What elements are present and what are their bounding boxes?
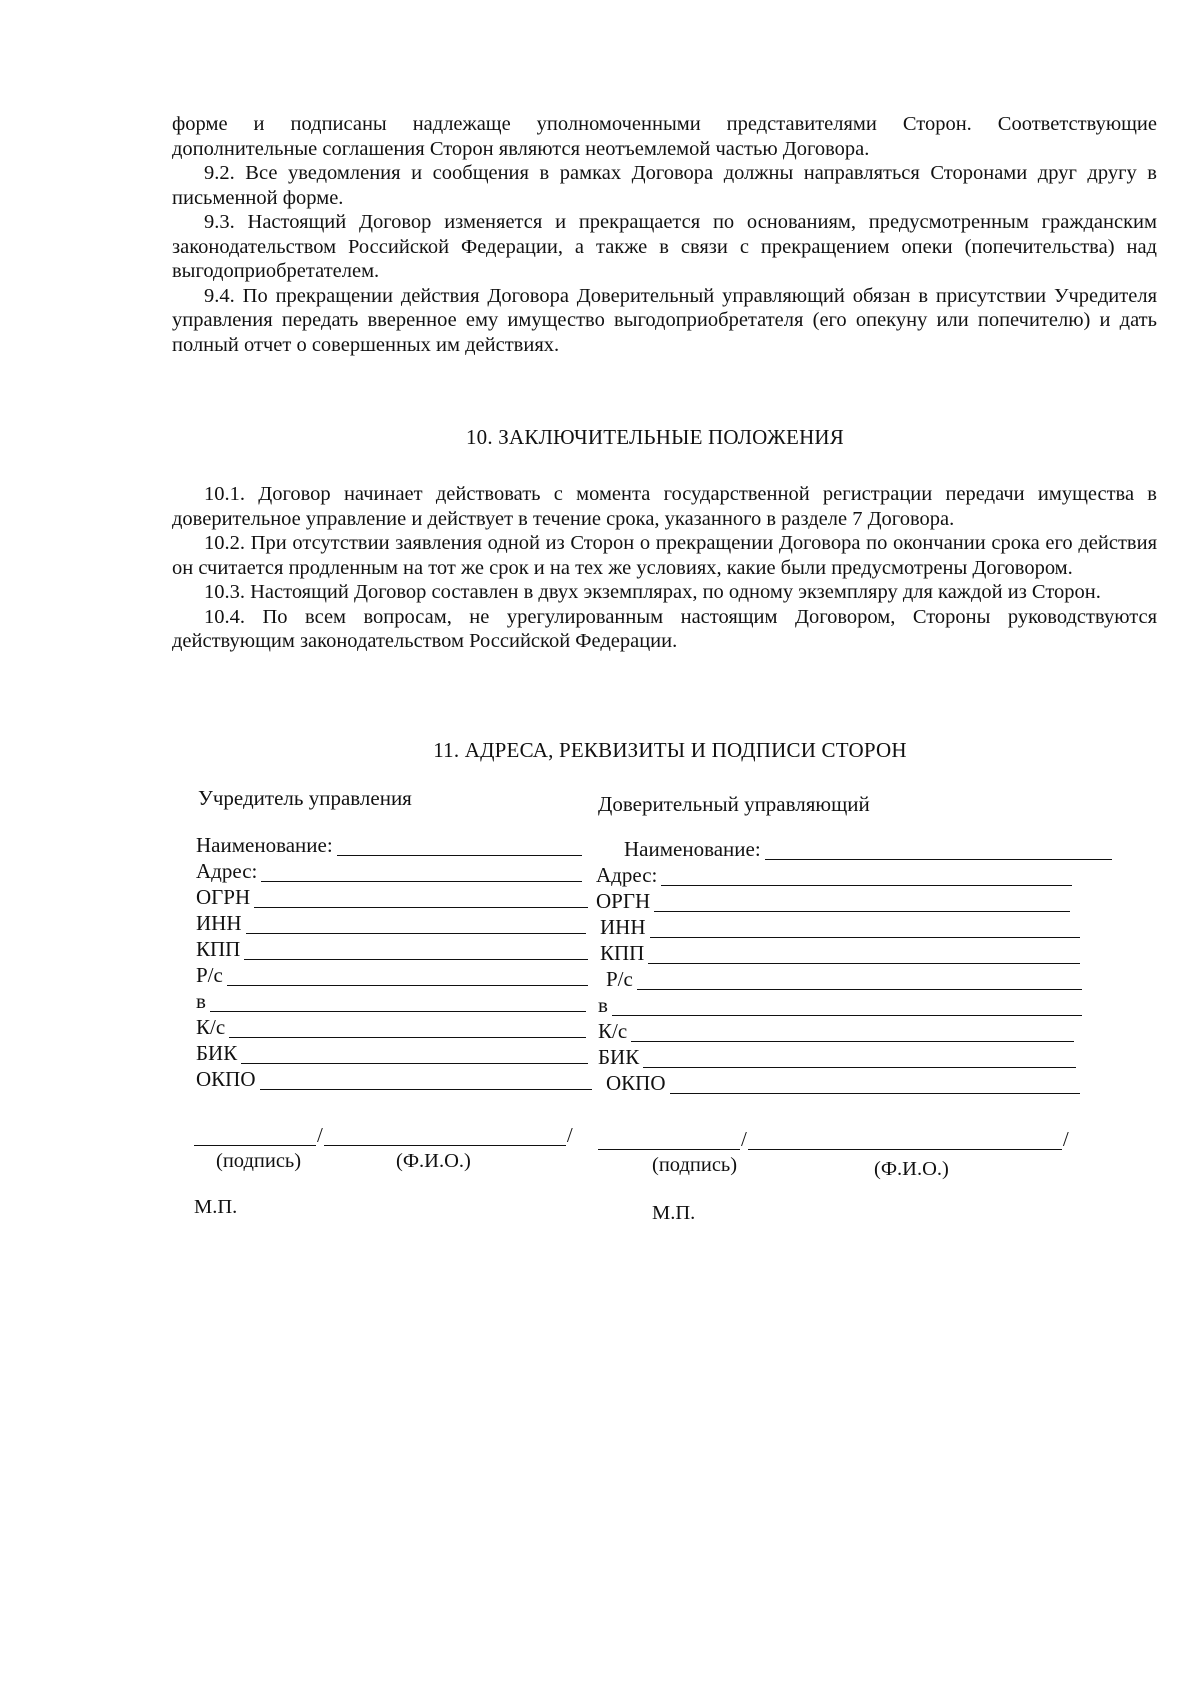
founder-signature-caption: (подпись) — [216, 1150, 302, 1172]
section-9-text — [172, 112, 1157, 357]
trustee-fio-caption: (Ф.И.О.) — [874, 1158, 949, 1180]
trustee-signature-slash: / — [741, 1127, 747, 1151]
founder-account-field — [196, 962, 588, 986]
trustee-ogrn-field — [596, 888, 1070, 912]
founder-kpp-label: КПП — [196, 937, 241, 961]
founder-corr-account-field — [196, 1014, 586, 1038]
trustee-bik-label: БИК — [598, 1045, 640, 1069]
founder-title: Учредитель управления — [198, 786, 412, 810]
founder-bank-field — [196, 988, 586, 1012]
founder-okpo-label: ОКПО — [196, 1067, 256, 1091]
trustee-name-label: Наименование: — [624, 837, 761, 861]
paragraph-9-1-continued: форме и подписаны надлежаще уполномоченными представителями Сторон. Соответствующие дополнительные соглашения Сторон являются неотъемлемой частью Договора. — [172, 113, 1157, 160]
trustee-account-label: Р/с — [606, 967, 633, 991]
founder-bik-input-line[interactable] — [241, 1045, 588, 1064]
trustee-bank-field — [598, 992, 1082, 1016]
trustee-corr-account-label: К/с — [598, 1019, 628, 1043]
founder-ogrn-label: ОГРН — [196, 885, 251, 909]
trustee-signature-caption: (подпись) — [652, 1154, 738, 1176]
founder-fio-caption: (Ф.И.О.) — [396, 1150, 471, 1172]
paragraph-9-4: 9.4. По прекращении действия Договора Доверительный управляющий обязан в присутствии Учредителя управления передать вверенное ему имущество выгодоприобретателя (его опекуну или попечителю) и дать полный отчет о совершенных им действиях. — [172, 284, 1157, 356]
trustee-inn-label: ИНН — [600, 915, 646, 939]
founder-bik-label: БИК — [196, 1041, 238, 1065]
founder-corr-account-input-line[interactable] — [229, 1019, 586, 1038]
trustee-title: Доверительный управляющий — [598, 792, 870, 816]
trustee-inn-input-line[interactable] — [650, 919, 1081, 938]
trustee-corr-account-input-line[interactable] — [631, 1023, 1074, 1042]
paragraph-10-1: 10.1. Договор начинает действовать с момента государственной регистрации передачи имущества в доверительное управление и действует в течение срока, указанного в разделе 7 Договора. — [172, 483, 1157, 530]
trustee-corr-account-field — [598, 1018, 1074, 1042]
trustee-kpp-field — [600, 940, 1080, 964]
trustee-seal-mark: М.П. — [652, 1202, 696, 1224]
section-11-heading: 11. АДРЕСА, РЕКВИЗИТЫ И ПОДПИСИ СТОРОН — [433, 738, 907, 762]
section-10-heading: 10. ЗАКЛЮЧИТЕЛЬНЫЕ ПОЛОЖЕНИЯ — [465, 425, 845, 449]
trustee-kpp-label: КПП — [600, 941, 645, 965]
founder-bank-label: в — [196, 989, 206, 1013]
trustee-fio-slash: / — [1062, 1127, 1069, 1151]
founder-fio-slash: / — [566, 1123, 573, 1147]
founder-seal-mark: М.П. — [194, 1196, 238, 1218]
founder-signature-slash: / — [317, 1123, 323, 1147]
founder-ogrn-field — [196, 884, 588, 908]
paragraph-10-3: 10.3. Настоящий Договор составлен в двух экземплярах, по одному экземпляру для каждой из Сторон. — [204, 581, 1101, 603]
paragraph-9-3: 9.3. Настоящий Договор изменяется и прекращается по основаниям, предусмотренным гражданским законодательством Российской Федерации, а также в связи с прекращением опеки (попечительства) над выгодоприобретателем. — [172, 211, 1157, 282]
trustee-name-input-line[interactable] — [765, 841, 1112, 860]
trustee-okpo-field — [606, 1070, 1080, 1094]
trustee-okpo-input-line[interactable] — [670, 1075, 1080, 1094]
trustee-address-input-line[interactable] — [661, 867, 1072, 886]
founder-name-field — [196, 832, 582, 856]
trustee-name-field — [624, 836, 1112, 860]
trustee-bik-input-line[interactable] — [643, 1049, 1076, 1068]
founder-account-label: Р/с — [196, 963, 223, 987]
section-10-text — [172, 482, 1157, 654]
founder-account-input-line[interactable] — [227, 967, 588, 986]
trustee-fio-line[interactable] — [748, 1131, 1062, 1150]
trustee-okpo-label: ОКПО — [606, 1071, 666, 1095]
founder-address-input-line[interactable] — [261, 863, 582, 882]
founder-kpp-input-line[interactable] — [244, 941, 588, 960]
trustee-bank-input-line[interactable] — [612, 997, 1082, 1016]
trustee-ogrn-input-line[interactable] — [654, 893, 1070, 912]
founder-okpo-field — [196, 1066, 592, 1090]
trustee-bank-label: в — [598, 993, 608, 1017]
paragraph-9-2: 9.2. Все уведомления и сообщения в рамках Договора должны направляться Сторонами друг другу в письменной форме. — [172, 162, 1157, 209]
founder-inn-label: ИНН — [196, 911, 242, 935]
trustee-inn-field — [600, 914, 1080, 938]
trustee-account-field — [606, 966, 1082, 990]
founder-signature-line[interactable] — [194, 1127, 316, 1146]
founder-bank-input-line[interactable] — [210, 993, 586, 1012]
trustee-signature-line[interactable] — [598, 1131, 740, 1150]
founder-name-input-line[interactable] — [337, 837, 582, 856]
founder-fio-line[interactable] — [324, 1127, 566, 1146]
founder-corr-account-label: К/с — [196, 1015, 226, 1039]
trustee-address-field — [596, 862, 1072, 886]
founder-inn-field — [196, 910, 586, 934]
founder-name-label: Наименование: — [196, 833, 333, 857]
paragraph-10-2: 10.2. При отсутствии заявления одной из Сторон о прекращении Договора по окончании срока его действия он считается продленным на тот же срок и на тех же условиях, какие были предусмотрены Договором. — [172, 532, 1157, 579]
trustee-account-input-line[interactable] — [637, 971, 1082, 990]
paragraph-10-4: 10.4. По всем вопросам, не урегулированным настоящим Договором, Стороны руководствуются действующим законодательством Российской Федерации. — [172, 605, 1157, 652]
founder-okpo-input-line[interactable] — [260, 1071, 592, 1090]
trustee-bik-field — [598, 1044, 1076, 1068]
founder-inn-input-line[interactable] — [246, 915, 587, 934]
founder-ogrn-input-line[interactable] — [254, 889, 588, 908]
trustee-ogrn-label: ОРГН — [596, 889, 651, 913]
trustee-signature-row — [598, 1126, 1070, 1150]
trustee-address-label: Адрес: — [596, 863, 658, 887]
founder-signature-row — [194, 1122, 574, 1146]
trustee-kpp-input-line[interactable] — [648, 945, 1080, 964]
founder-address-field — [196, 858, 582, 882]
founder-kpp-field — [196, 936, 588, 960]
founder-bik-field — [196, 1040, 588, 1064]
founder-address-label: Адрес: — [196, 859, 258, 883]
